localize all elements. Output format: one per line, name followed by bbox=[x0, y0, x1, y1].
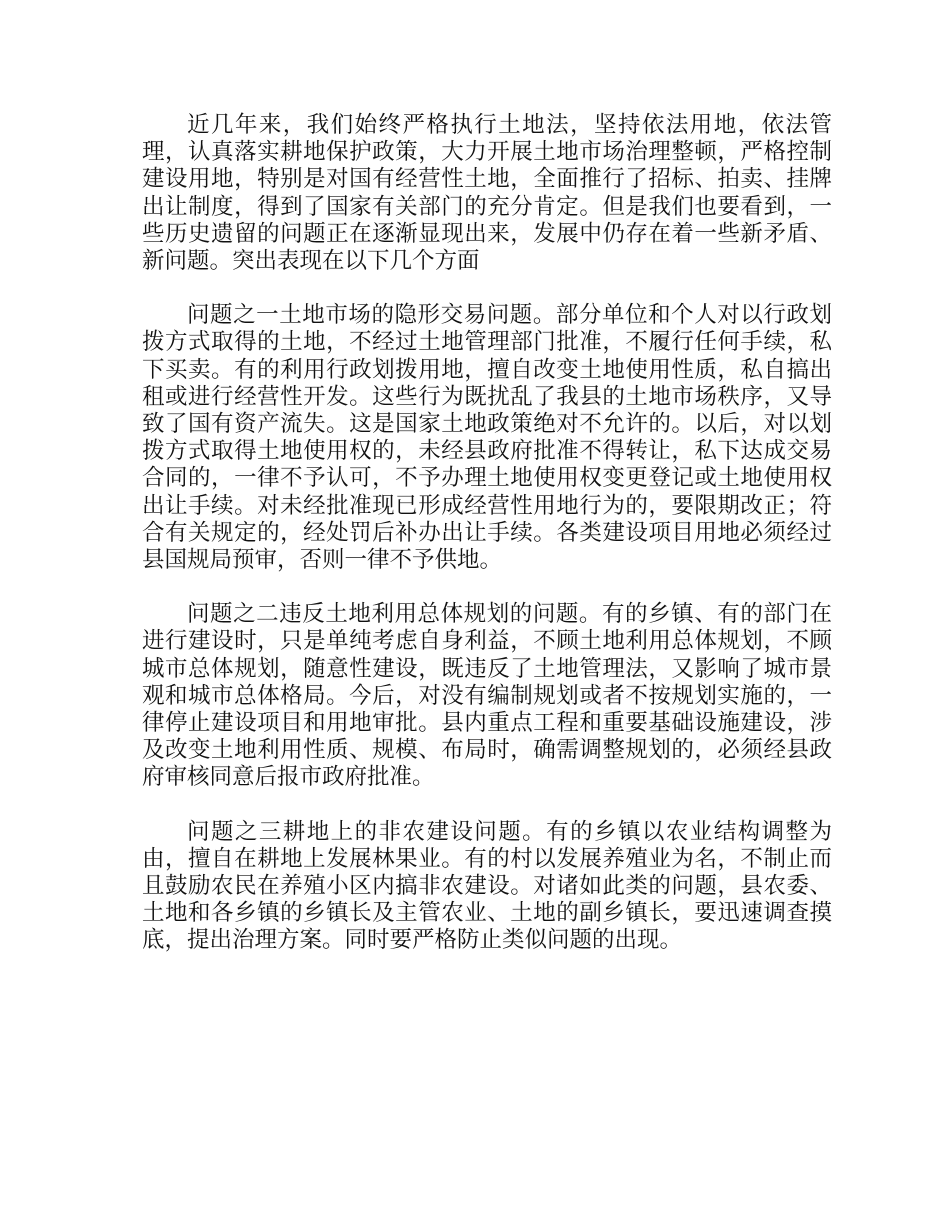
paragraph-issue-three: 问题之三耕地上的非农建设问题。有的乡镇以农业结构调整为由，擅自在耕地上发展林果业。有的村以发展养殖业为名，不制止而且鼓励农民在养殖小区内搞非农建设。对诸如此类的问题，县农委、土地和各乡镇的乡镇长及主管农业、土地的副乡镇长，要迅速调查摸底，提出治理方案。同时要严格防止类似问题的出现。 bbox=[142, 818, 832, 954]
paragraph-intro: 近几年来，我们始终严格执行土地法，坚持依法用地，依法管理，认真落实耕地保护政策，大力开展土地市场治理整顿，严格控制建设用地，特别是对国有经营性土地，全面推行了招标、拍卖、挂牌出让制度，得到了国家有关部门的充分肯定。但是我们也要看到，一些历史遗留的问题正在逐渐显现出来，发展中仍存在着一些新矛盾、新问题。突出表现在以下几个方面 bbox=[142, 112, 832, 275]
document-body bbox=[142, 112, 832, 955]
paragraph-issue-one: 问题之一土地市场的隐形交易问题。部分单位和个人对以行政划拨方式取得的土地，不经过土地管理部门批准，不履行任何手续，私下买卖。有的利用行政划拨用地，擅自改变土地使用性质，私自搞出租或进行经营性开发。这些行为既扰乱了我县的土地市场秩序，又导致了国有资产流失。这是国家土地政策绝对不允许的。以后，对以划拨方式取得土地使用权的，未经县政府批准不得转让，私下达成交易合同的，一律不予认可，不予办理土地使用权变更登记或土地使用权出让手续。对未经批准现已形成经营性用地行为的，要限期改正；符合有关规定的，经处罚后补办出让手续。各类建设项目用地必须经过县国规局预审，否则一律不予供地。 bbox=[142, 302, 832, 574]
paragraph-issue-two: 问题之二违反土地利用总体规划的问题。有的乡镇、有的部门在进行建设时，只是单纯考虑自身利益，不顾土地利用总体规划，不顾城市总体规划，随意性建设，既违反了土地管理法，又影响了城市景观和城市总体格局。今后，对没有编制规划或者不按规划实施的，一律停止建设项目和用地审批。县内重点工程和重要基础设施建设，涉及改变土地利用性质、规模、布局时，确需调整规划的，必须经县政府审核同意后报市政府批准。 bbox=[142, 601, 832, 791]
